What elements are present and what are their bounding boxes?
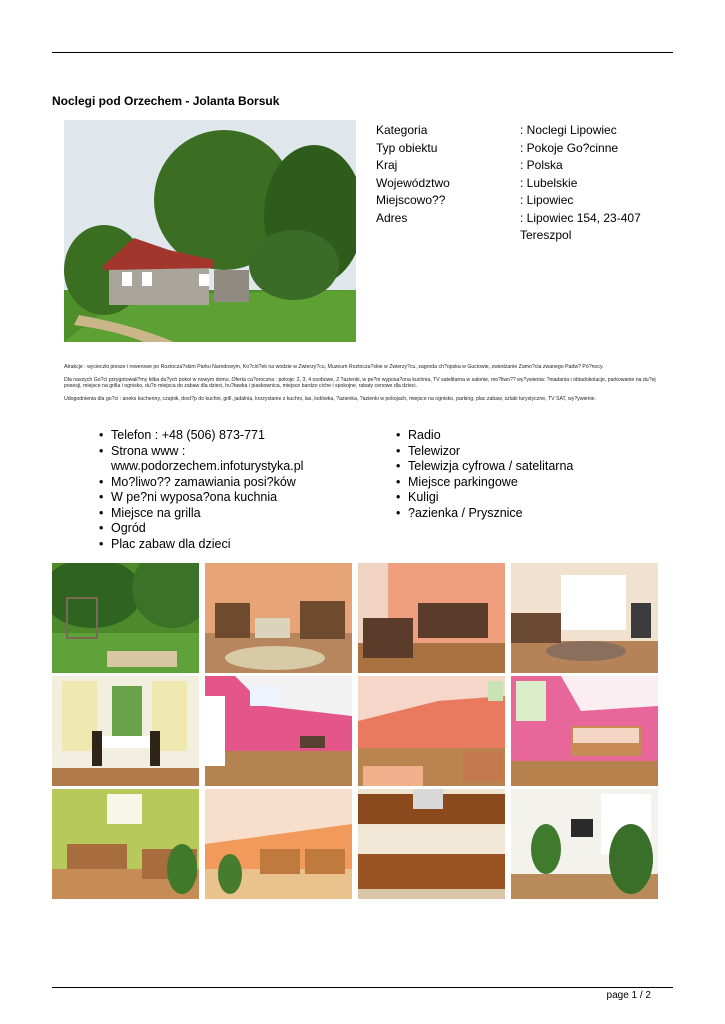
features-list-left: [97, 428, 337, 552]
info-key: Województwo: [376, 175, 450, 190]
gallery-photo-tv-room[interactable]: [511, 789, 658, 899]
info-key: Kategoria: [376, 123, 428, 137]
info-row: [376, 192, 676, 210]
info-value: : Pokoje Go?cinne: [520, 140, 619, 155]
gallery-photo-pink-room[interactable]: [205, 676, 352, 786]
info-value: : Polska: [520, 158, 563, 172]
list-item: • Telefon : +48 (506) 873-771: [97, 428, 337, 444]
features-list-right: [394, 428, 654, 521]
list-item: • Miejsce na grilla: [97, 506, 337, 522]
info-value: : Lipowiec: [520, 193, 574, 207]
info-key: Adres: [376, 210, 408, 225]
list-item: • Mo?liwo?? zamawiania posi?ków: [97, 475, 337, 491]
list-item: • Radio: [394, 428, 654, 444]
info-row: [376, 175, 676, 193]
list-item: • Kuligi: [394, 490, 654, 506]
house-photo: [64, 120, 356, 342]
list-item: • Miejsce parkingowe: [394, 475, 654, 491]
info-row: [376, 122, 676, 140]
gallery-photo-pink-bedroom[interactable]: [511, 676, 658, 786]
info-row: [376, 157, 676, 175]
list-item: • Telewizja cyfrowa / satelitarna: [394, 459, 654, 475]
info-value: : Lubelskie: [520, 175, 578, 190]
gallery-photo-bedroom-attic[interactable]: [358, 676, 505, 786]
attractions-text: Atrakcje : wycieczki piesze i rowerowe po Roztocza?skim Parku Narodowym, Ko?ció?ek na wodzie w Zwierzy?cu, Muzeum Roztocza?skie w Zwierzy?cu, zagroda ch?opska w Guciowie, zwiedzanie Zamo?cia zwanego Padw? Pó?nocy.: [64, 364, 604, 370]
info-key: Typ obiektu: [376, 140, 438, 155]
list-item: • W pe?ni wyposa?ona kuchnia: [97, 490, 337, 506]
list-item: • Strona www : www.podorzechem.infoturystyka.pl: [97, 444, 337, 475]
page-number: page 1 / 2: [606, 990, 651, 1001]
info-value: : Lipowiec 154, 23-407 Tereszpol: [520, 210, 641, 242]
info-value: : Noclegi Lipowiec: [520, 123, 617, 137]
gallery-photo-sofa-room[interactable]: [358, 563, 505, 673]
gallery-photo-dining[interactable]: [52, 676, 199, 786]
list-item: • Ogród: [97, 521, 337, 537]
info-row: [376, 210, 676, 245]
offer-text: Dla naszych Go?ci przygotowali?my kilka du?ych pokoi w nowym domu. Oferta ca?oroczna : pokoje: 2, 3, 4 osobowe, 2 ?azienki, w pe?ni wyposa?ona kuchnia, TV satelitarna w salonie, mo?liwo?? wy?ywienia: ?niadania i obiadokolacje, parkowanie na du?ej posesji, miejsce na grilla i ognisko, du?o miejsca do zabaw dla dzieci, hu?tawka i piaskownica, miejsce bardzo ciche i spokojne, rabaty cenowe dla dzieci.: [64, 377, 656, 390]
list-item: • Plac zabaw dla dzieci: [97, 537, 337, 553]
property-info: [376, 122, 676, 245]
gallery-photo-kitchen[interactable]: [358, 789, 505, 899]
info-key: Kraj: [376, 158, 398, 172]
top-rule: [52, 52, 673, 53]
info-key: Miejscowo??: [376, 193, 446, 207]
gallery-photo-garden[interactable]: [52, 563, 199, 673]
list-item: • Telewizor: [394, 444, 654, 460]
gallery-photo-green-bedroom[interactable]: [52, 789, 199, 899]
info-row: [376, 140, 676, 158]
amenities-text: Udogodnienia dla go?ci : aneks kuchenny, czajnik, dost?p do kuchni, grill, jadalnia, korzystanie z kuchni, las, lodówka, ?azienka, ?azienki w pokojach, miejsce na ognisko, parking, plac zabaw, szlaki turystyczne, TV SAT, wy?ywienie.: [64, 396, 596, 402]
gallery-photo-living-room[interactable]: [205, 563, 352, 673]
bottom-rule: [52, 987, 673, 988]
gallery-photo-orange-bedroom[interactable]: [205, 789, 352, 899]
page-title: Noclegi pod Orzechem - Jolanta Borsuk: [52, 94, 280, 108]
gallery-photo-lounge[interactable]: [511, 563, 658, 673]
list-item: • ?azienka / Prysznice: [394, 506, 654, 522]
photo-gallery: [52, 563, 658, 899]
